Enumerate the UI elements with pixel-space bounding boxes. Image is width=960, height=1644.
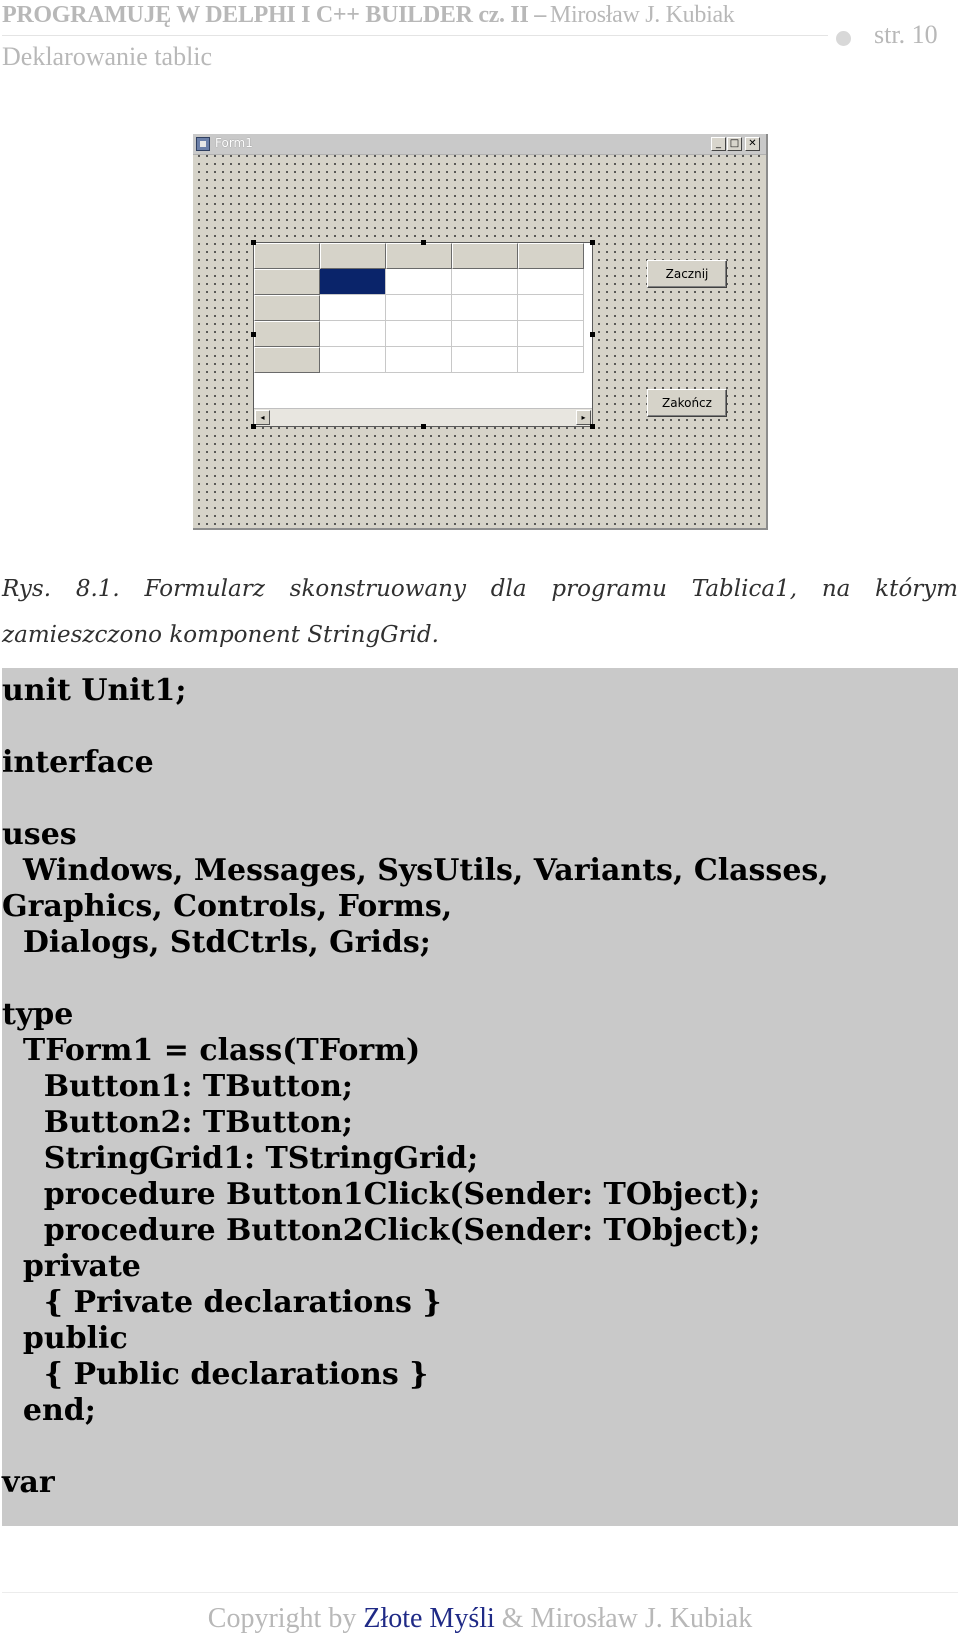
code-line: uses	[2, 817, 77, 852]
selection-handle[interactable]	[251, 332, 256, 337]
grid-fixed-cell[interactable]	[320, 243, 386, 269]
footer-prefix: Copyright by	[207, 1603, 364, 1634]
selection-handle[interactable]	[421, 424, 426, 429]
app-icon	[196, 137, 210, 151]
caption-line-1: Rys. 8.1. Formularz skonstruowany dla programu Tablica1, na którym	[2, 576, 958, 602]
grid-cell[interactable]	[320, 347, 386, 373]
code-line: public	[2, 1321, 128, 1356]
code-line: Dialogs, StdCtrls, Grids;	[2, 925, 431, 960]
grid-fixed-cell[interactable]	[518, 243, 584, 269]
grid-cell[interactable]	[518, 269, 584, 295]
code-line: end;	[2, 1393, 96, 1428]
grid-cell[interactable]	[320, 295, 386, 321]
window-titlebar	[193, 134, 766, 155]
grid-cell[interactable]	[518, 321, 584, 347]
footer-publisher-link[interactable]: Złote Myśli	[363, 1603, 495, 1634]
footer-suffix: & Mirosław J. Kubiak	[494, 1603, 753, 1634]
figure-caption	[2, 566, 958, 658]
grid-fixed-cell[interactable]	[254, 269, 320, 295]
close-button[interactable]: ✕	[745, 137, 760, 151]
grid-fixed-cell[interactable]	[386, 243, 452, 269]
grid-fixed-cell[interactable]	[254, 243, 320, 269]
code-line: procedure Button1Click(Sender: TObject);	[2, 1177, 761, 1212]
grid-cell[interactable]	[386, 347, 452, 373]
code-listing	[2, 668, 958, 1526]
form-window-screenshot	[193, 134, 768, 530]
code-line: Button2: TButton;	[2, 1105, 353, 1140]
page-footer	[0, 1603, 960, 1635]
page-header	[0, 0, 960, 80]
code-line: Windows, Messages, SysUtils, Variants, Classes,	[2, 853, 829, 888]
selection-handle[interactable]	[251, 240, 256, 245]
selection-handle[interactable]	[251, 424, 256, 429]
grid-cell[interactable]	[518, 295, 584, 321]
start-button[interactable]: Zacznij	[647, 260, 727, 288]
grid-fixed-cell[interactable]	[254, 295, 320, 321]
caption-line-2: zamieszczono komponent StringGrid.	[2, 622, 439, 648]
grid-cell[interactable]	[386, 321, 452, 347]
grid-fixed-cell[interactable]	[452, 243, 518, 269]
end-button[interactable]: Zakończ	[647, 389, 727, 417]
code-line: type	[2, 997, 74, 1032]
code-line: { Private declarations }	[2, 1285, 442, 1320]
minimize-button[interactable]: _	[711, 137, 726, 151]
code-line: var	[2, 1465, 55, 1500]
selection-handle[interactable]	[590, 424, 595, 429]
code-line: StringGrid1: TStringGrid;	[2, 1141, 479, 1176]
code-line: Button1: TButton;	[2, 1069, 353, 1104]
code-line: unit Unit1;	[2, 673, 187, 708]
grid-cell[interactable]	[452, 269, 518, 295]
grid-fixed-cell[interactable]	[254, 347, 320, 373]
code-line: TForm1 = class(TForm)	[2, 1033, 421, 1068]
grid-fixed-cell[interactable]	[254, 321, 320, 347]
selection-handle[interactable]	[590, 332, 595, 337]
header-author: Mirosław J. Kubiak	[549, 2, 735, 28]
window-title: Form1	[215, 136, 253, 150]
grid-cell[interactable]	[452, 321, 518, 347]
code-line: Graphics, Controls, Forms,	[2, 889, 453, 924]
maximize-button[interactable]: □	[727, 137, 742, 151]
selection-handle[interactable]	[590, 240, 595, 245]
grid-selected-cell[interactable]	[320, 269, 386, 295]
header-rule	[2, 35, 828, 36]
selection-handle[interactable]	[421, 240, 426, 245]
grid-cell[interactable]	[452, 295, 518, 321]
code-line: procedure Button2Click(Sender: TObject);	[2, 1213, 761, 1248]
chapter-subtitle: Deklarowanie tablic	[2, 42, 213, 71]
code-line: interface	[2, 745, 154, 780]
code-line: { Public declarations }	[2, 1357, 429, 1392]
scroll-left-icon[interactable]: ◂	[255, 410, 270, 425]
grid-cell[interactable]	[386, 295, 452, 321]
string-grid[interactable]	[253, 242, 593, 427]
grid-cell[interactable]	[386, 269, 452, 295]
grid-cell[interactable]	[452, 347, 518, 373]
grid-cell[interactable]	[320, 321, 386, 347]
footer-rule	[2, 1592, 958, 1593]
book-title	[2, 2, 735, 29]
book-title-text: PROGRAMUJĘ W DELPHI I C++ BUILDER cz. II –	[2, 2, 546, 28]
page-number: str. 10	[874, 20, 938, 49]
scroll-right-icon[interactable]: ▸	[576, 410, 591, 425]
bullet-dot-icon	[836, 31, 851, 46]
code-line: private	[2, 1249, 141, 1284]
grid-cell[interactable]	[518, 347, 584, 373]
